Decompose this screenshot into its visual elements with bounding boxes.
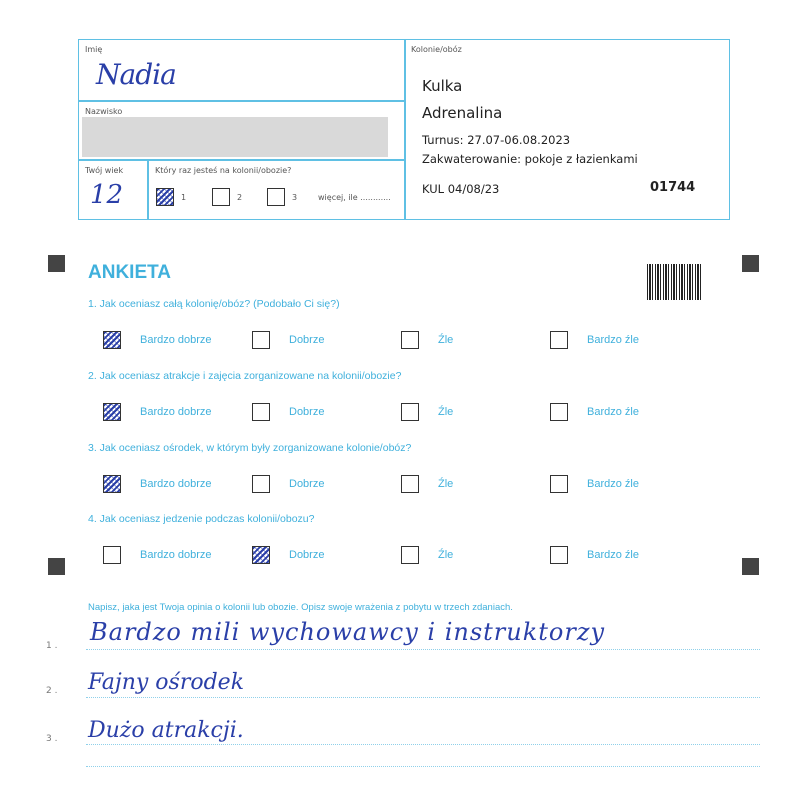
ankieta-title: ANKIETA	[88, 262, 172, 283]
question-1-checkbox-3[interactable]	[401, 331, 419, 349]
opinion-dotted-line-3	[86, 744, 760, 745]
opinion-answer-3[interactable]: Dużo atrakcji.	[88, 718, 244, 743]
ktory-raz-more: więcej, ile ............	[318, 193, 391, 202]
question-3-option-label-3: Źle	[438, 478, 454, 490]
opinion-dotted-line-4	[86, 766, 760, 767]
ktory-raz-option-3: 3	[292, 193, 298, 202]
opinion-line-number-3: 3 .	[46, 734, 58, 744]
opinion-line-number-1: 1 .	[46, 641, 58, 651]
question-3-checkbox-4[interactable]	[550, 475, 568, 493]
opinion-answer-2[interactable]: Fajny ośrodek	[88, 670, 245, 695]
wiek-label: Twój wiek	[85, 166, 124, 175]
opinion-prompt: Napisz, jaka jest Twoja opinia o kolonii lub obozie. Opisz swoje wrażenia z pobytu w trzech zdaniach.	[88, 602, 513, 613]
question-1-checkbox-1[interactable]	[103, 331, 121, 349]
question-4-option-label-1: Bardzo dobrze	[140, 549, 212, 561]
opinion-line-number-2: 2 .	[46, 686, 58, 696]
imie-label: Imię	[85, 45, 103, 54]
registration-marker-top-left	[48, 255, 65, 272]
kolonie-label: Kolonie/obóz	[411, 45, 462, 54]
registration-marker-bottom-right	[742, 558, 759, 575]
nazwisko-label: Nazwisko	[85, 107, 123, 116]
ktory-raz-checkbox-1[interactable]	[156, 188, 174, 206]
registration-marker-bottom-left	[48, 558, 65, 575]
question-3-checkbox-1[interactable]	[103, 475, 121, 493]
zakwaterowanie: Zakwaterowanie: pokoje z łazienkami	[422, 152, 638, 166]
question-4-checkbox-4[interactable]	[550, 546, 568, 564]
kolonie-line1: Kulka	[422, 77, 463, 95]
question-4-option-label-2: Dobrze	[289, 549, 325, 561]
opinion-dotted-line-1	[86, 649, 760, 650]
wiek-value[interactable]: 12	[90, 180, 124, 210]
opinion-answer-1[interactable]: Bardzo mili wychowawcy i instruktorzy	[90, 618, 606, 646]
question-3-option-label-4: Bardzo źle	[587, 478, 639, 490]
question-3-text: 3. Jak oceniasz ośrodek, w którym były zorganizowane kolonie/obóz?	[88, 442, 412, 454]
question-4-option-label-3: Źle	[438, 549, 454, 561]
question-4-checkbox-1[interactable]	[103, 546, 121, 564]
ktory-raz-label: Który raz jesteś na kolonii/obozie?	[155, 166, 292, 175]
imie-value[interactable]: Nadia	[96, 58, 176, 91]
nazwisko-redacted	[82, 117, 388, 157]
question-3-option-label-2: Dobrze	[289, 478, 325, 490]
question-1-option-label-2: Dobrze	[289, 334, 325, 346]
question-2-checkbox-4[interactable]	[550, 403, 568, 421]
question-3-checkbox-2[interactable]	[252, 475, 270, 493]
question-3-option-label-1: Bardzo dobrze	[140, 478, 212, 490]
question-4-checkbox-3[interactable]	[401, 546, 419, 564]
ktory-raz-checkbox-3[interactable]	[267, 188, 285, 206]
ktory-raz-checkbox-2[interactable]	[212, 188, 230, 206]
registration-marker-top-right	[742, 255, 759, 272]
question-2-option-label-2: Dobrze	[289, 406, 325, 418]
ktory-raz-option-2: 2	[237, 193, 243, 202]
question-1-option-label-3: Źle	[438, 334, 454, 346]
header-divider-vertical	[404, 39, 406, 220]
barcode	[647, 264, 701, 300]
question-1-option-label-4: Bardzo źle	[587, 334, 639, 346]
question-1-checkbox-4[interactable]	[550, 331, 568, 349]
question-4-text: 4. Jak oceniasz jedzenie podczas kolonii/obozu?	[88, 513, 315, 525]
question-1-checkbox-2[interactable]	[252, 331, 270, 349]
question-2-checkbox-2[interactable]	[252, 403, 270, 421]
question-1-text: 1. Jak oceniasz całą kolonię/obóz? (Podobało Ci się?)	[88, 298, 340, 310]
form-code: KUL 04/08/23	[422, 182, 500, 196]
ktory-raz-option-1: 1	[181, 193, 187, 202]
question-2-option-label-4: Bardzo źle	[587, 406, 639, 418]
question-2-option-label-1: Bardzo dobrze	[140, 406, 212, 418]
question-2-checkbox-3[interactable]	[401, 403, 419, 421]
question-3-checkbox-3[interactable]	[401, 475, 419, 493]
opinion-dotted-line-2	[86, 697, 760, 698]
header-divider-1	[78, 100, 405, 102]
question-4-checkbox-2[interactable]	[252, 546, 270, 564]
question-4-option-label-4: Bardzo źle	[587, 549, 639, 561]
question-2-checkbox-1[interactable]	[103, 403, 121, 421]
turnus: Turnus: 27.07-06.08.2023	[422, 133, 571, 147]
question-1-option-label-1: Bardzo dobrze	[140, 334, 212, 346]
header-divider-age	[147, 159, 149, 220]
kolonie-line2: Adrenalina	[422, 104, 503, 122]
header-divider-2	[78, 159, 405, 161]
question-2-text: 2. Jak oceniasz atrakcje i zajęcia zorganizowane na kolonii/obozie?	[88, 370, 402, 382]
question-2-option-label-3: Źle	[438, 406, 454, 418]
form-number: 01744	[650, 180, 696, 195]
